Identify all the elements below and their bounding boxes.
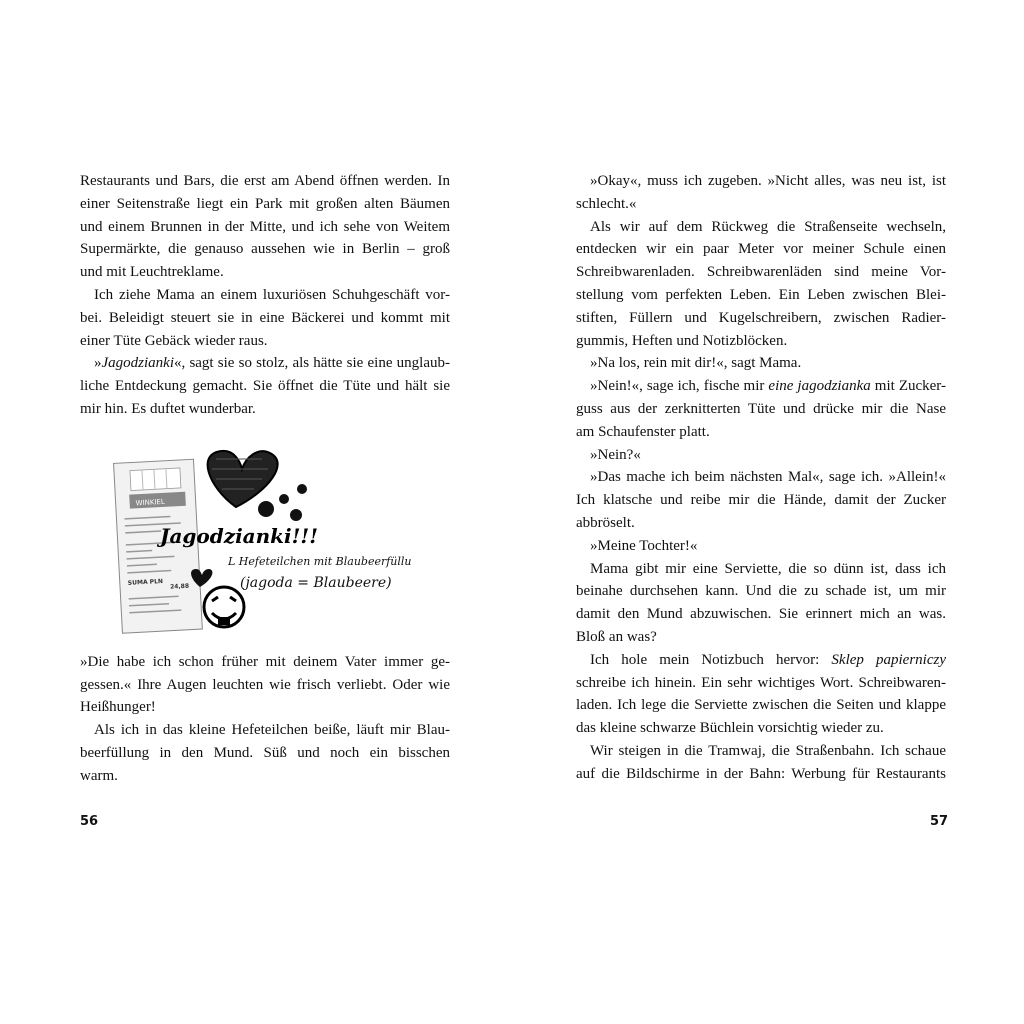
smiley-face-icon (204, 587, 244, 627)
right-text (576, 170, 946, 786)
text-line: Ich klatsche und reibe mir die Hände, damit der Zucker (576, 492, 946, 509)
text-line: Bloß an was? (576, 628, 657, 645)
text-line-part: «, sagt sie so stolz, als hätte sie eine unglaub- (174, 355, 450, 372)
text-line: Schreibwarenladen. Schreibwarenläden sind meine Vor- (576, 264, 946, 281)
text-line: und einem Brunnen in der Mitte, und ich sehe von Weitem (80, 218, 450, 235)
page-number-left: 56 (80, 814, 99, 829)
text-line-part: » (94, 355, 102, 372)
left-page (80, 170, 450, 788)
text-line (80, 352, 450, 375)
right-page (576, 170, 946, 786)
receipt-total: 24,88 (169, 582, 190, 591)
text-line-emphasis: Sklep papierniczy (831, 651, 946, 668)
text-line: »Okay«, muss ich zugeben. »Nicht alles, was neu ist, ist (590, 173, 946, 189)
text-line: gummis, Heften und Notizblöcken. (576, 332, 788, 349)
text-line: einer Tüte Gebäck wieder raus. (80, 332, 268, 349)
text-line: »Na los, rein mit dir!«, sagt Mama. (590, 355, 802, 372)
jagodzianki-illustration (112, 447, 412, 637)
receipt-doodle-icon (112, 447, 412, 637)
text-line: beerfüllung in den Mund. Süß und noch ein bisschen (80, 744, 450, 761)
left-text-top (80, 170, 450, 421)
text-line-emphasis: eine jagodzianka (768, 378, 871, 395)
text-line-part: »Nein!«, sage ich, fische mir (590, 378, 769, 395)
text-line: abbröselt. (576, 514, 635, 531)
text-line: Als wir auf dem Rückweg die Straßenseite wechseln, (590, 218, 946, 235)
text-line: Ich ziehe Mama an einem luxuriösen Schuhgeschäft vor- (94, 286, 450, 303)
text-line: entdecken wir ein paar Meter vor meiner Schule einen (576, 241, 946, 258)
text-line: guss aus der zerknitterten Tüte und drücke mir die Nase (576, 400, 946, 417)
text-line: und mit Leuchtreklame. (80, 264, 224, 281)
text-line: warm. (80, 767, 118, 784)
receipt-header: WINKIEL (135, 497, 166, 508)
text-line: auf die Bildschirme in der Bahn: Werbung für Restaurants (576, 765, 946, 782)
text-line: damit den Mund abzuwischen. Sie erinnert mich an was. (576, 606, 946, 623)
text-line: Supermärkte, die genauso aussehen wie in Berlin – groß (80, 241, 450, 258)
illustration-line-3: (jagoda = Blaubeere) (240, 574, 392, 591)
text-line (576, 649, 946, 672)
text-line: »Nein?« (590, 446, 641, 463)
left-text-bottom (80, 651, 450, 788)
blueberry-icon (258, 501, 274, 517)
text-line: am Schaufenster platt. (576, 423, 710, 440)
text-line: das kleine schwarze Büchlein vorsichtig wieder zu. (576, 720, 884, 737)
receipt-sum-label: SUMA PLN (127, 577, 164, 587)
text-line: »Meine Tochter!« (590, 537, 698, 554)
text-line: laden. Ich lege die Serviette zwischen die Seiten und klappe (576, 697, 946, 714)
text-line: gessen.« Ihre Augen leuchten wie frisch verliebt. Oder wie (80, 676, 450, 693)
text-line: Heißhunger! (80, 699, 156, 716)
text-line: »Das mache ich beim nächsten Mal«, sage ich. »Allein!« (590, 469, 946, 486)
text-line-emphasis: Jagodzianki (101, 355, 174, 372)
text-line: beinahe durchsehen kann. Und die zu schade ist, um mir (576, 583, 946, 600)
text-line: Wir steigen in die Tramwaj, die Straßenbahn. Ich schaue (590, 742, 946, 759)
text-line: schlecht.« (576, 195, 637, 212)
text-line: schreibe ich hinein. Ein sehr wichtiges Wort. Schreibwaren- (576, 674, 946, 691)
text-line: einer Seitenstraße liegt ein Park mit großen alten Bäumen (80, 195, 450, 212)
text-line: stellung vom perfekten Leben. Ein Leben zwischen Blei- (576, 286, 946, 303)
text-line-part: Ich hole mein Notizbuch hervor: (590, 651, 832, 668)
page-number-right: 57 (930, 814, 949, 829)
text-line-part: mit Zucker- (870, 378, 946, 395)
text-line: Mama gibt mir eine Serviette, die so dünn ist, dass ich (590, 560, 946, 577)
text-line: Restaurants und Bars, die erst am Abend öffnen werden. In (80, 173, 450, 189)
illustration-heading: Jagodzianki!!! (160, 523, 318, 548)
illustration-line-2: L Hefeteilchen mit Blaubeerfüllung (228, 554, 412, 568)
text-line: stiften, Füllern und Kugelschreibern, zwischen Radier- (576, 309, 946, 326)
text-line: Als ich in das kleine Hefeteilchen beiße, läuft mir Blau- (94, 722, 450, 739)
text-line: »Die habe ich schon früher mit deinem Vater immer ge- (80, 653, 450, 670)
text-line: mir hin. Es duftet wunderbar. (80, 400, 256, 417)
text-line (576, 375, 946, 398)
text-line: bei. Beleidigt steuert sie in eine Bäckerei und kommt mit (80, 309, 450, 326)
text-line: liche Entdeckung gemacht. Sie öffnet die Tüte und hält sie (80, 378, 450, 395)
